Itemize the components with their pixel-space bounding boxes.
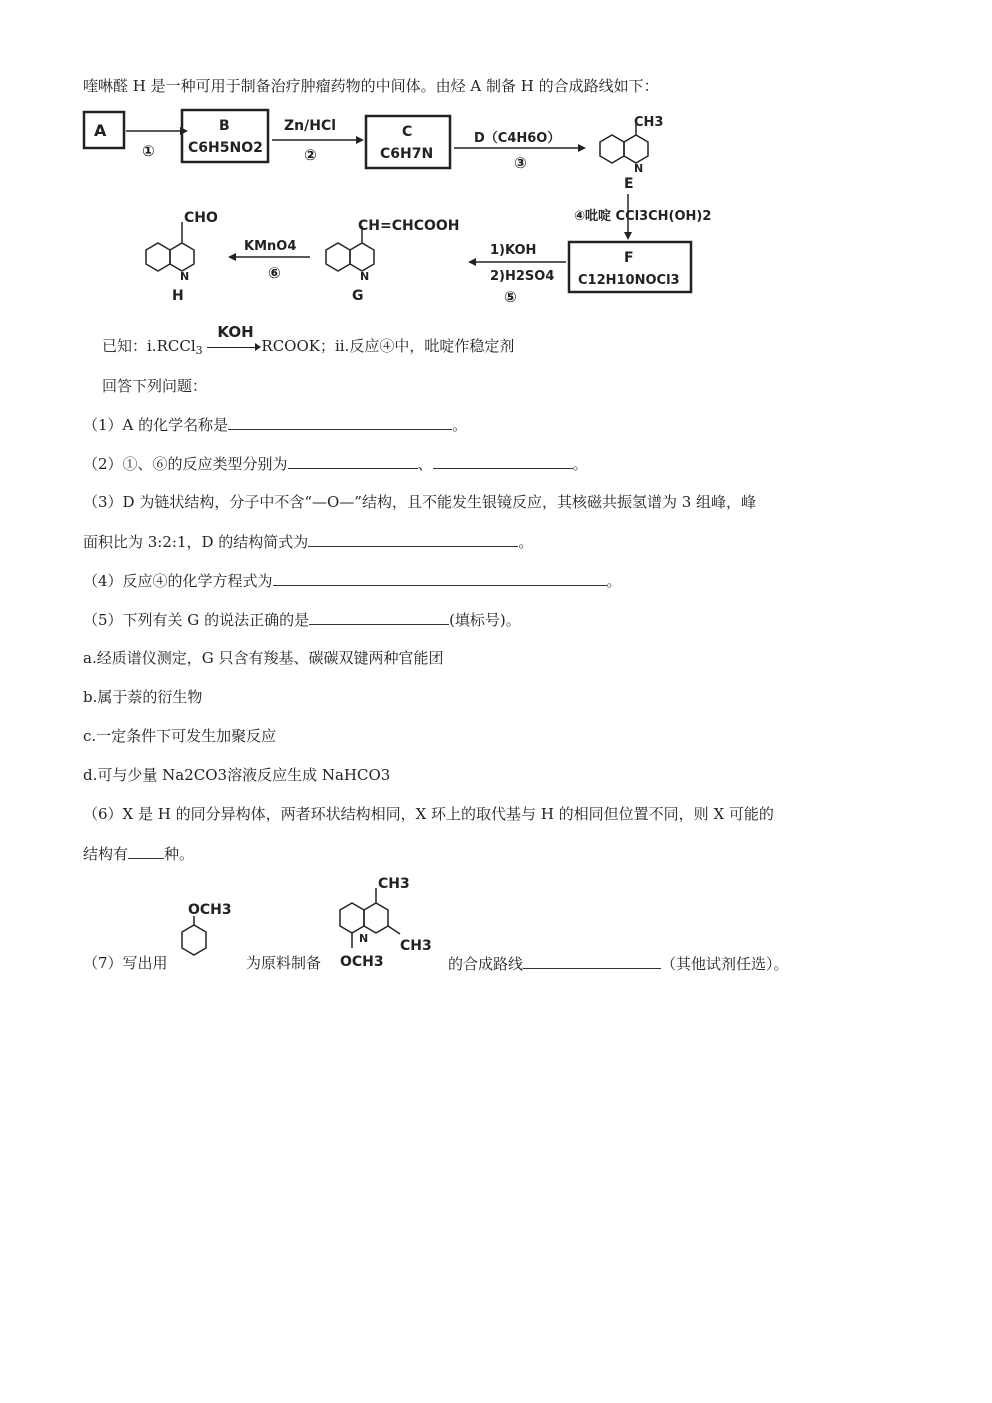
known-arrow: KOH: [207, 336, 261, 356]
option-c: c.一定条件下可发生加聚反应: [83, 727, 277, 745]
svg-text:N: N: [180, 270, 190, 283]
blank-q7[interactable]: [523, 953, 661, 969]
anisole-och3: OCH3: [188, 902, 232, 918]
compound-g: [326, 226, 374, 304]
label-f: F: [624, 250, 634, 266]
blank-q1[interactable]: [228, 414, 452, 430]
blank-q3[interactable]: [308, 531, 518, 547]
step-1: ①: [142, 142, 155, 160]
question-6-line2: 结构有 种。: [83, 845, 195, 863]
reagent-2: Zn/HCl: [284, 118, 337, 134]
target-structure: [334, 870, 450, 974]
label-a: A: [94, 121, 107, 140]
blank-q5[interactable]: [309, 609, 449, 625]
blank-q4[interactable]: [273, 570, 607, 586]
formula-f: C12H10NOCl3: [578, 273, 680, 288]
reagent-5b: 2)H2SO4: [490, 269, 555, 284]
label-e: E: [624, 176, 634, 192]
target-n: N: [359, 932, 369, 945]
question-3-line1: （3）D 为链状结构，分子中不含“—O—”结构，且不能发生银镜反应，其核磁共振氢谱为 3 组峰，峰: [83, 493, 757, 511]
blank-q2-a[interactable]: [288, 453, 418, 469]
reagent-4: ④吡啶 CCl3CH(OH)2: [574, 209, 712, 224]
known-line: 已知：i.RCCl$_3$ KOH RCOOK；ii.反应④中，吡啶作稳定剂: [102, 323, 515, 357]
question-7-pre: （7）写出用: [83, 954, 168, 972]
formula-b: C6H5NO2: [188, 140, 263, 156]
reagent-3: D（C4H6O）: [474, 131, 561, 146]
answer-prompt: 回答下列问题：: [102, 377, 208, 395]
step-6: ⑥: [268, 264, 281, 282]
step-5: ⑤: [504, 288, 517, 306]
blank-q6[interactable]: [128, 843, 164, 859]
intro-text: 喹啉醛 H 是一种可用于制备治疗肿瘤药物的中间体。由烃 A 制备 H 的合成路线如下：: [83, 77, 659, 95]
question-7-mid: 为原料制备: [246, 954, 322, 972]
question-1: （1）A 的化学名称是 。: [83, 416, 468, 434]
anisole-structure: [176, 896, 256, 976]
target-och3: OCH3: [340, 954, 384, 970]
g-substituent: CH=CHCOOH: [358, 218, 460, 234]
question-4: （4）反应④的化学方程式为 。: [83, 572, 622, 590]
label-b: B: [219, 118, 230, 134]
svg-text:CH3: CH3: [634, 115, 664, 130]
target-top-ch3: CH3: [378, 876, 410, 892]
step-3: ③: [514, 154, 527, 172]
target-right-ch3: CH3: [400, 938, 432, 954]
step-2: ②: [304, 146, 317, 164]
label-h: H: [172, 288, 184, 304]
svg-text:N: N: [360, 270, 370, 283]
svg-text:N: N: [634, 162, 644, 175]
compound-e: [600, 115, 663, 192]
h-substituent: CHO: [184, 210, 218, 226]
formula-c: C6H7N: [380, 146, 434, 162]
blank-q2-b[interactable]: [433, 453, 573, 469]
option-d: d.可与少量 Na2CO3溶液反应生成 NaHCO3: [83, 766, 391, 784]
option-b: b.属于萘的衍生物: [83, 688, 203, 706]
compound-h: [146, 222, 194, 304]
question-5: （5）下列有关 G 的说法正确的是 (填标号)。: [83, 611, 521, 629]
synthesis-scheme: [80, 102, 780, 312]
option-a: a.经质谱仪测定，G 只含有羧基、碳碳双键两种官能团: [83, 649, 444, 667]
reagent-5a: 1)KOH: [490, 243, 537, 258]
label-g: G: [352, 288, 364, 304]
label-c: C: [402, 124, 413, 140]
question-2: （2）①、⑥的反应类型分别为 、 。: [83, 455, 588, 473]
reagent-6: KMnO4: [244, 239, 297, 254]
question-6-line1: （6）X 是 H 的同分异构体，两者环状结构相同，X 环上的取代基与 H 的相同但位置不同，则 X 可能的: [83, 805, 774, 823]
question-7-post: 的合成路线 （其他试剂任选）。: [448, 955, 789, 973]
question-3-line2: 面积比为 3:2:1，D 的结构简式为 。: [83, 533, 534, 551]
